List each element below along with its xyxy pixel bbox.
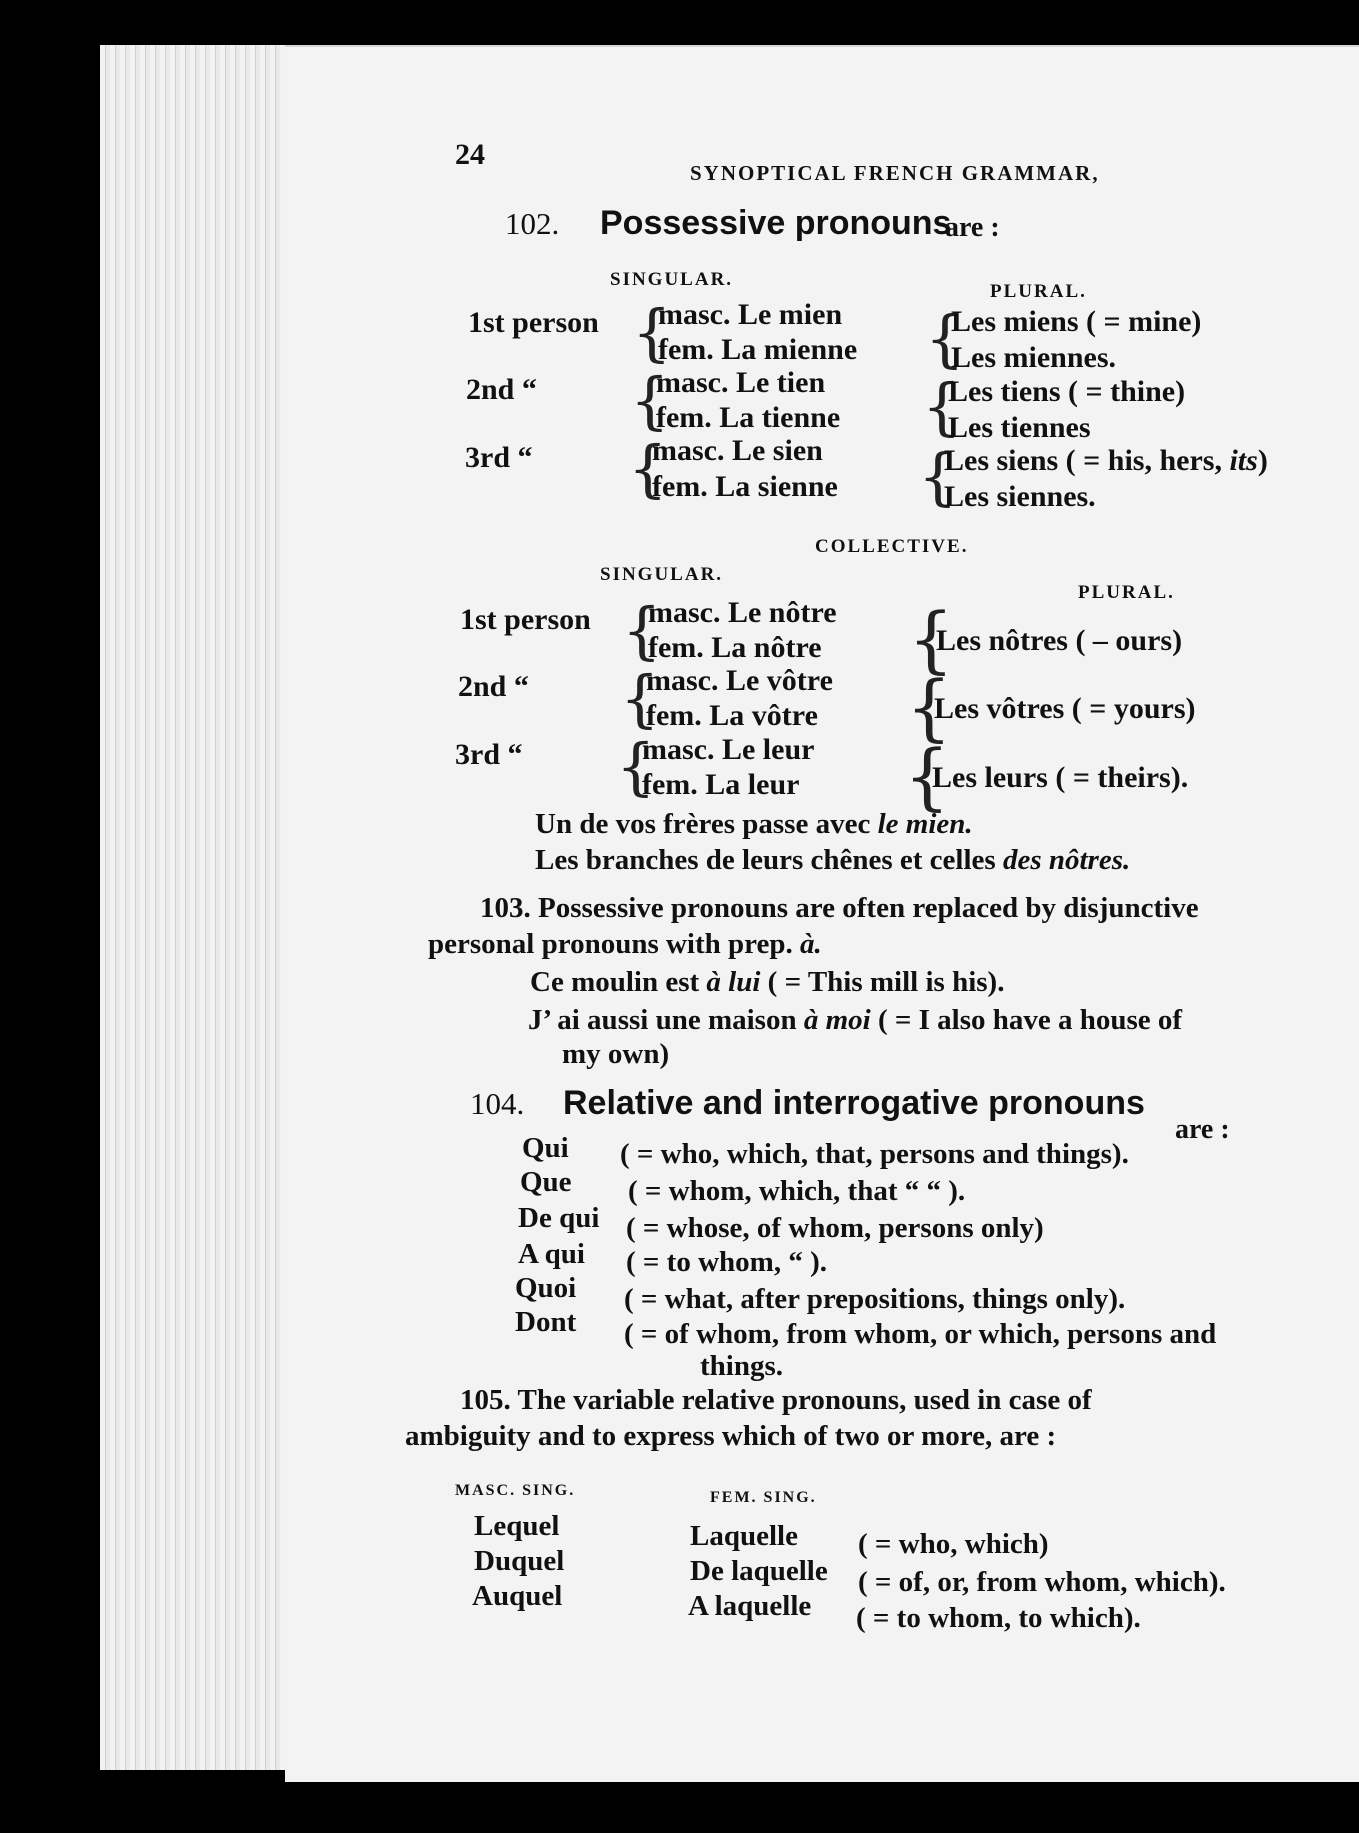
pronoun-gloss-continuation: things.: [700, 1350, 784, 1382]
pronoun-gloss: ( = whose, of whom, persons only): [626, 1212, 1044, 1244]
fem-word: A laquelle: [688, 1590, 812, 1622]
person-label: 1st person: [460, 603, 591, 636]
plural-brace: {: [918, 440, 958, 513]
pronoun-gloss: ( = to whom, “ ).: [626, 1246, 827, 1278]
person-label: 2nd “: [458, 670, 529, 703]
plural-form: Les vôtres ( = yours): [934, 692, 1196, 725]
plural-brace: {: [922, 370, 962, 443]
pronoun-word: A qui: [518, 1238, 585, 1270]
plural-masc: Les miens ( = mine): [951, 305, 1202, 338]
plural-fem: Les tiennes: [948, 411, 1091, 444]
fem-form: fem. La tienne: [656, 401, 841, 434]
section-104-title-suffix: are :: [1175, 1114, 1230, 1145]
person-label: 2nd “: [466, 373, 537, 406]
section-102-title: Possessive pronouns: [600, 204, 952, 242]
fem-form: fem. La nôtre: [648, 631, 822, 664]
plural-brace: {: [925, 302, 965, 375]
plural-masc: Les tiens ( = thine): [948, 375, 1186, 408]
pronoun-gloss: ( = whom, which, that “ “ ).: [628, 1175, 966, 1207]
plural-heading: PLURAL.: [990, 281, 1087, 302]
plural-fem: Les siennes.: [944, 480, 1096, 513]
pronoun-word: Quoi: [515, 1272, 577, 1304]
plural-form: Les nôtres ( – ours): [936, 624, 1183, 657]
fem-form: fem. La leur: [642, 768, 800, 801]
left-brace: {: [622, 594, 662, 667]
fem-gloss: ( = of, or, from whom, which).: [858, 1566, 1226, 1598]
left-brace: {: [632, 296, 672, 369]
fem-sing-heading: FEM. SING.: [710, 1489, 817, 1506]
section-103-example-1: Ce moulin est à lui ( = This mill is his).: [530, 966, 1005, 998]
left-brace: {: [630, 364, 670, 437]
section-104-number: 104.: [470, 1086, 525, 1121]
fem-gloss: ( = who, which): [858, 1528, 1049, 1560]
plural-fem: Les miennes.: [951, 341, 1116, 374]
plural-form: Les leurs ( = theirs).: [932, 761, 1189, 794]
fem-form: fem. La sienne: [652, 470, 838, 503]
left-brace: {: [620, 662, 660, 735]
person-label: 3rd “: [455, 738, 523, 771]
masc-form: masc. Le nôtre: [648, 596, 837, 629]
fem-gloss: ( = to whom, to which).: [856, 1602, 1141, 1634]
collective-plural-heading: PLURAL.: [1078, 582, 1175, 603]
fem-form: fem. La mienne: [658, 333, 858, 366]
pronoun-gloss: ( = who, which, that, persons and things).: [620, 1138, 1129, 1170]
masc-form: masc. Le mien: [658, 298, 843, 331]
fem-word: Laquelle: [690, 1520, 798, 1552]
section-105-line-2: ambiguity and to express which of two or more, are :: [405, 1420, 1057, 1452]
section-103-example-2-cont: my own): [562, 1038, 670, 1070]
pronoun-gloss: ( = what, after prepositions, things only).: [624, 1283, 1126, 1315]
pronoun-word: De qui: [518, 1202, 600, 1234]
section-105-line-1: 105. The variable relative pronouns, used in case of: [460, 1384, 1092, 1416]
page-number: 24: [455, 138, 485, 171]
pronoun-gloss: ( = of whom, from whom, or which, persons and: [624, 1318, 1217, 1350]
left-brace: {: [628, 432, 668, 505]
masc-form: masc. Le sien: [652, 434, 823, 467]
person-label: 1st person: [468, 306, 599, 339]
pronoun-word: Qui: [522, 1132, 569, 1164]
masc-word: Auquel: [472, 1580, 563, 1612]
left-brace: {: [616, 730, 656, 803]
masc-word: Duquel: [474, 1545, 565, 1577]
singular-heading: SINGULAR.: [610, 269, 734, 290]
pronoun-word: Dont: [515, 1306, 577, 1338]
fem-word: De laquelle: [690, 1555, 828, 1587]
page-edges: [100, 45, 290, 1770]
section-103-example-2: J’ ai aussi une maison à moi ( = I also have a house of: [528, 1004, 1183, 1036]
section-103-line-2: personal pronouns with prep. à.: [428, 928, 822, 960]
collective-singular-heading: SINGULAR.: [600, 564, 724, 585]
collective-heading: COLLECTIVE.: [815, 536, 969, 557]
section-103-line-1: 103. Possessive pronouns are often replaced by disjunctive: [480, 892, 1199, 924]
section-102-number: 102.: [505, 206, 560, 241]
running-title: SYNOPTICAL FRENCH GRAMMAR,: [690, 161, 1100, 185]
masc-form: masc. Le leur: [642, 733, 815, 766]
person-label: 3rd “: [465, 441, 533, 474]
pronoun-word: Que: [520, 1166, 572, 1198]
masc-form: masc. Le tien: [656, 366, 826, 399]
plural-brace: {: [908, 597, 954, 681]
fem-form: fem. La vôtre: [646, 699, 818, 732]
masc-form: masc. Le vôtre: [646, 664, 833, 697]
example-line-2: Les branches de leurs chênes et celles des nôtres.: [535, 844, 1131, 876]
plural-brace: {: [906, 665, 952, 749]
example-line-1: Un de vos frères passe avec le mien.: [535, 808, 973, 840]
section-104-title: Relative and interrogative pronouns: [563, 1084, 1145, 1122]
masc-sing-heading: MASC. SING.: [455, 1482, 576, 1499]
masc-word: Lequel: [474, 1510, 560, 1542]
plural-masc: Les siens ( = his, hers, its): [944, 444, 1268, 477]
plural-brace: {: [904, 734, 950, 818]
section-102-title-suffix: are :: [945, 212, 1000, 243]
